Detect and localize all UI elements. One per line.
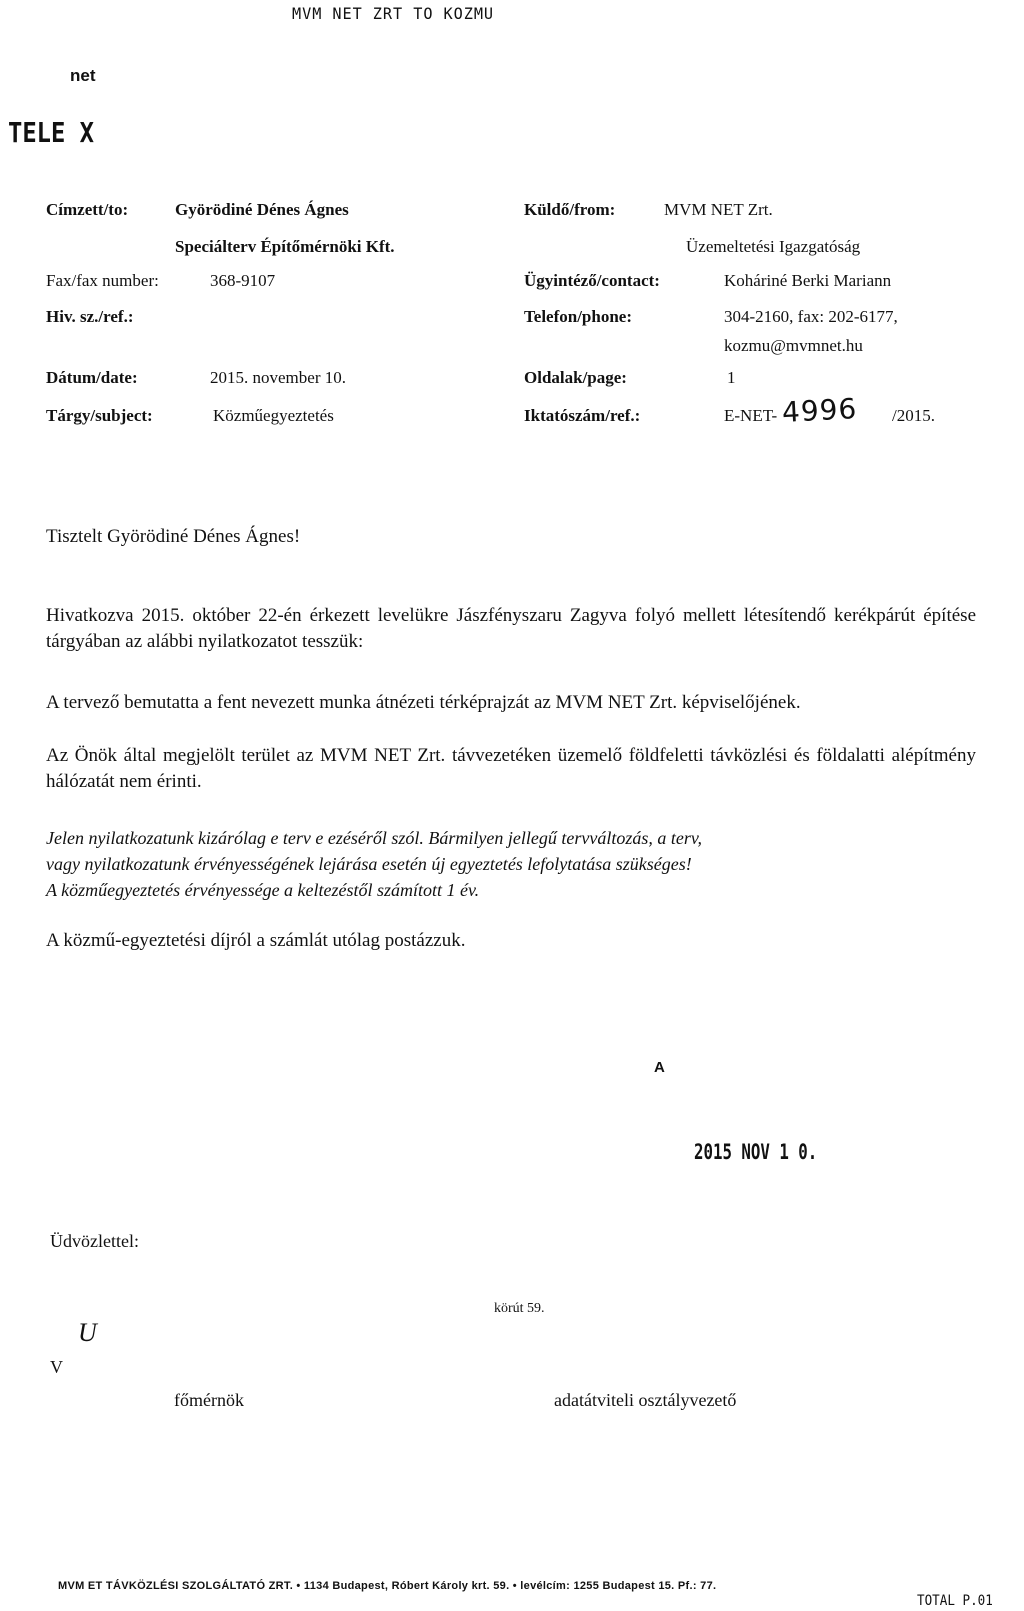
document-title: TELE X <box>8 116 94 149</box>
to-company: Speciálterv Építőmérnöki Kft. <box>175 237 395 256</box>
fax-label: Fax/fax number: <box>46 271 159 290</box>
from-value: MVM NET Zrt. <box>664 200 773 219</box>
fax-total-pages: TOTAL P.01 <box>917 1593 993 1609</box>
salutation: Tisztelt Györödiné Dénes Ágnes! <box>46 526 301 547</box>
logo-fragment: net <box>70 66 96 85</box>
paragraph-reference: Hivatkozva 2015. október 22-én érkezett levelükre Jászfényszaru Zagyva folyó mellett létesítendő kerékpárút építése tárgyában az alábbi nyilatkozatot tesszük: <box>46 605 976 652</box>
footer-company-info: MVM ET TÁVKÖZLÉSI SZOLGÁLTATÓ ZRT. • 1134 Budapest, Róbert Károly krt. 59. • levélcím: 1255 Budapest 15. Pf.: 77. <box>58 1580 717 1592</box>
italic-note-line-3: A közműegyeztetés érvényessége a keltezéstől számított 1 év. <box>46 880 480 900</box>
phone-value: 304-2160, fax: 202-6177, <box>724 307 898 326</box>
received-date-stamp: 2015 NOV 1 0. <box>694 1140 818 1164</box>
signature-mark: U <box>78 1318 97 1347</box>
italic-note-line-1: Jelen nyilatkozatunk kizárólag e terv e ezéséről szól. Bármilyen jellegű tervváltozás, a terv, <box>46 828 702 848</box>
paragraph-billing: A közmű-egyeztetési díjról a számlát utólag postázzuk. <box>46 930 466 951</box>
paragraph-presentation: A tervező bemutatta a fent nevezett munka átnézeti térképrajzát az MVM NET Zrt. képviselőjének. <box>46 692 801 713</box>
registration-number-handwritten: 4996 <box>781 392 859 429</box>
from-department: Üzemeltetési Igazgatóság <box>686 237 861 256</box>
stamp-fragment: körút 59. <box>494 1301 545 1316</box>
phone-label: Telefon/phone: <box>524 307 633 326</box>
registration-label: Iktatószám/ref.: <box>524 406 641 425</box>
fax-transmission-header: MVM NET ZRT TO KOZMU <box>292 4 495 23</box>
registration-suffix: /2015. <box>892 406 935 425</box>
date-label: Dátum/date: <box>46 368 138 387</box>
contact-label: Ügyintéző/contact: <box>524 271 660 290</box>
pages-value: 1 <box>727 368 736 387</box>
to-name: Györödiné Dénes Ágnes <box>175 200 349 219</box>
greeting: Üdvözlettel: <box>50 1231 139 1251</box>
signer-initial: V <box>50 1357 63 1377</box>
subject-label: Tárgy/subject: <box>46 406 153 425</box>
from-label: Küldő/from: <box>524 200 616 219</box>
date-value: 2015. november 10. <box>210 368 346 387</box>
contact-value: Koháriné Berki Mariann <box>724 271 892 290</box>
fax-value: 368-9107 <box>210 271 276 290</box>
stamp-letter: A <box>654 1059 665 1076</box>
paragraph-network-statement: Az Önök által megjelölt terület az MVM NET Zrt. távvezetéken üzemelő földfeletti távközlési és földalatti alépítmény hálózatát nem érinti. <box>46 745 976 792</box>
subject-value: Közműegyeztetés <box>213 406 334 425</box>
italic-note-line-2: vagy nyilatkozatunk érvényességének lejárása esetén új egyeztetés lefolytatása szükséges! <box>46 854 692 874</box>
email-value: kozmu@mvmnet.hu <box>724 336 863 355</box>
pages-label: Oldalak/page: <box>524 368 627 387</box>
to-label: Címzett/to: <box>46 200 129 219</box>
signer-left-title: főmérnök <box>174 1390 244 1410</box>
registration-prefix: E-NET- <box>724 406 778 425</box>
ref-label: Hiv. sz./ref.: <box>46 307 134 326</box>
signer-right-title: adatátviteli osztályvezető <box>554 1390 737 1410</box>
